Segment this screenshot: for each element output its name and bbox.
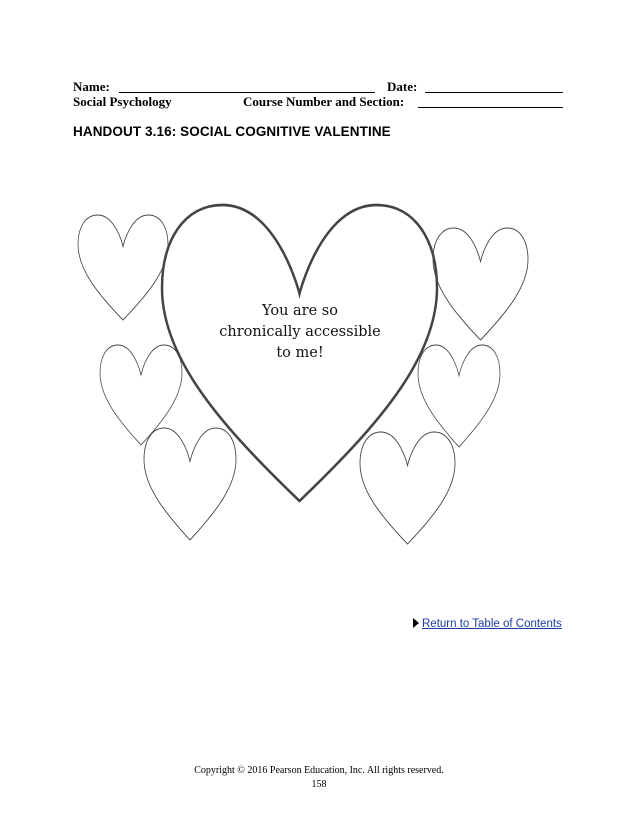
date-label: Date: xyxy=(387,79,418,94)
heart-mid-right xyxy=(418,345,500,447)
page-number: 158 xyxy=(311,779,327,790)
valentine-message xyxy=(200,301,400,364)
valentine-line-2: chronically accessible xyxy=(219,324,381,340)
copyright-text: Copyright © 2016 Pearson Education, Inc. All rights reserved. xyxy=(194,765,444,776)
toc-link-row xyxy=(413,618,562,630)
heart-top-right xyxy=(433,228,528,340)
section-label: Course Number and Section: xyxy=(243,94,405,109)
triangle-right-icon xyxy=(413,618,419,628)
name-label: Name: xyxy=(73,79,110,94)
heart-top-left xyxy=(78,215,168,320)
return-to-toc-link[interactable]: Return to Table of Contents xyxy=(422,618,562,630)
heart-mid-left xyxy=(100,345,182,445)
heart-bottom-left xyxy=(144,428,236,540)
handout-title: HANDOUT 3.16: SOCIAL COGNITIVE VALENTINE xyxy=(73,124,391,139)
valentine-line-3: to me! xyxy=(276,345,324,361)
course-label: Social Psychology xyxy=(73,94,172,109)
page-footer xyxy=(0,764,638,792)
heart-bottom-right xyxy=(360,432,455,544)
valentine-line-1: You are so xyxy=(262,303,338,319)
